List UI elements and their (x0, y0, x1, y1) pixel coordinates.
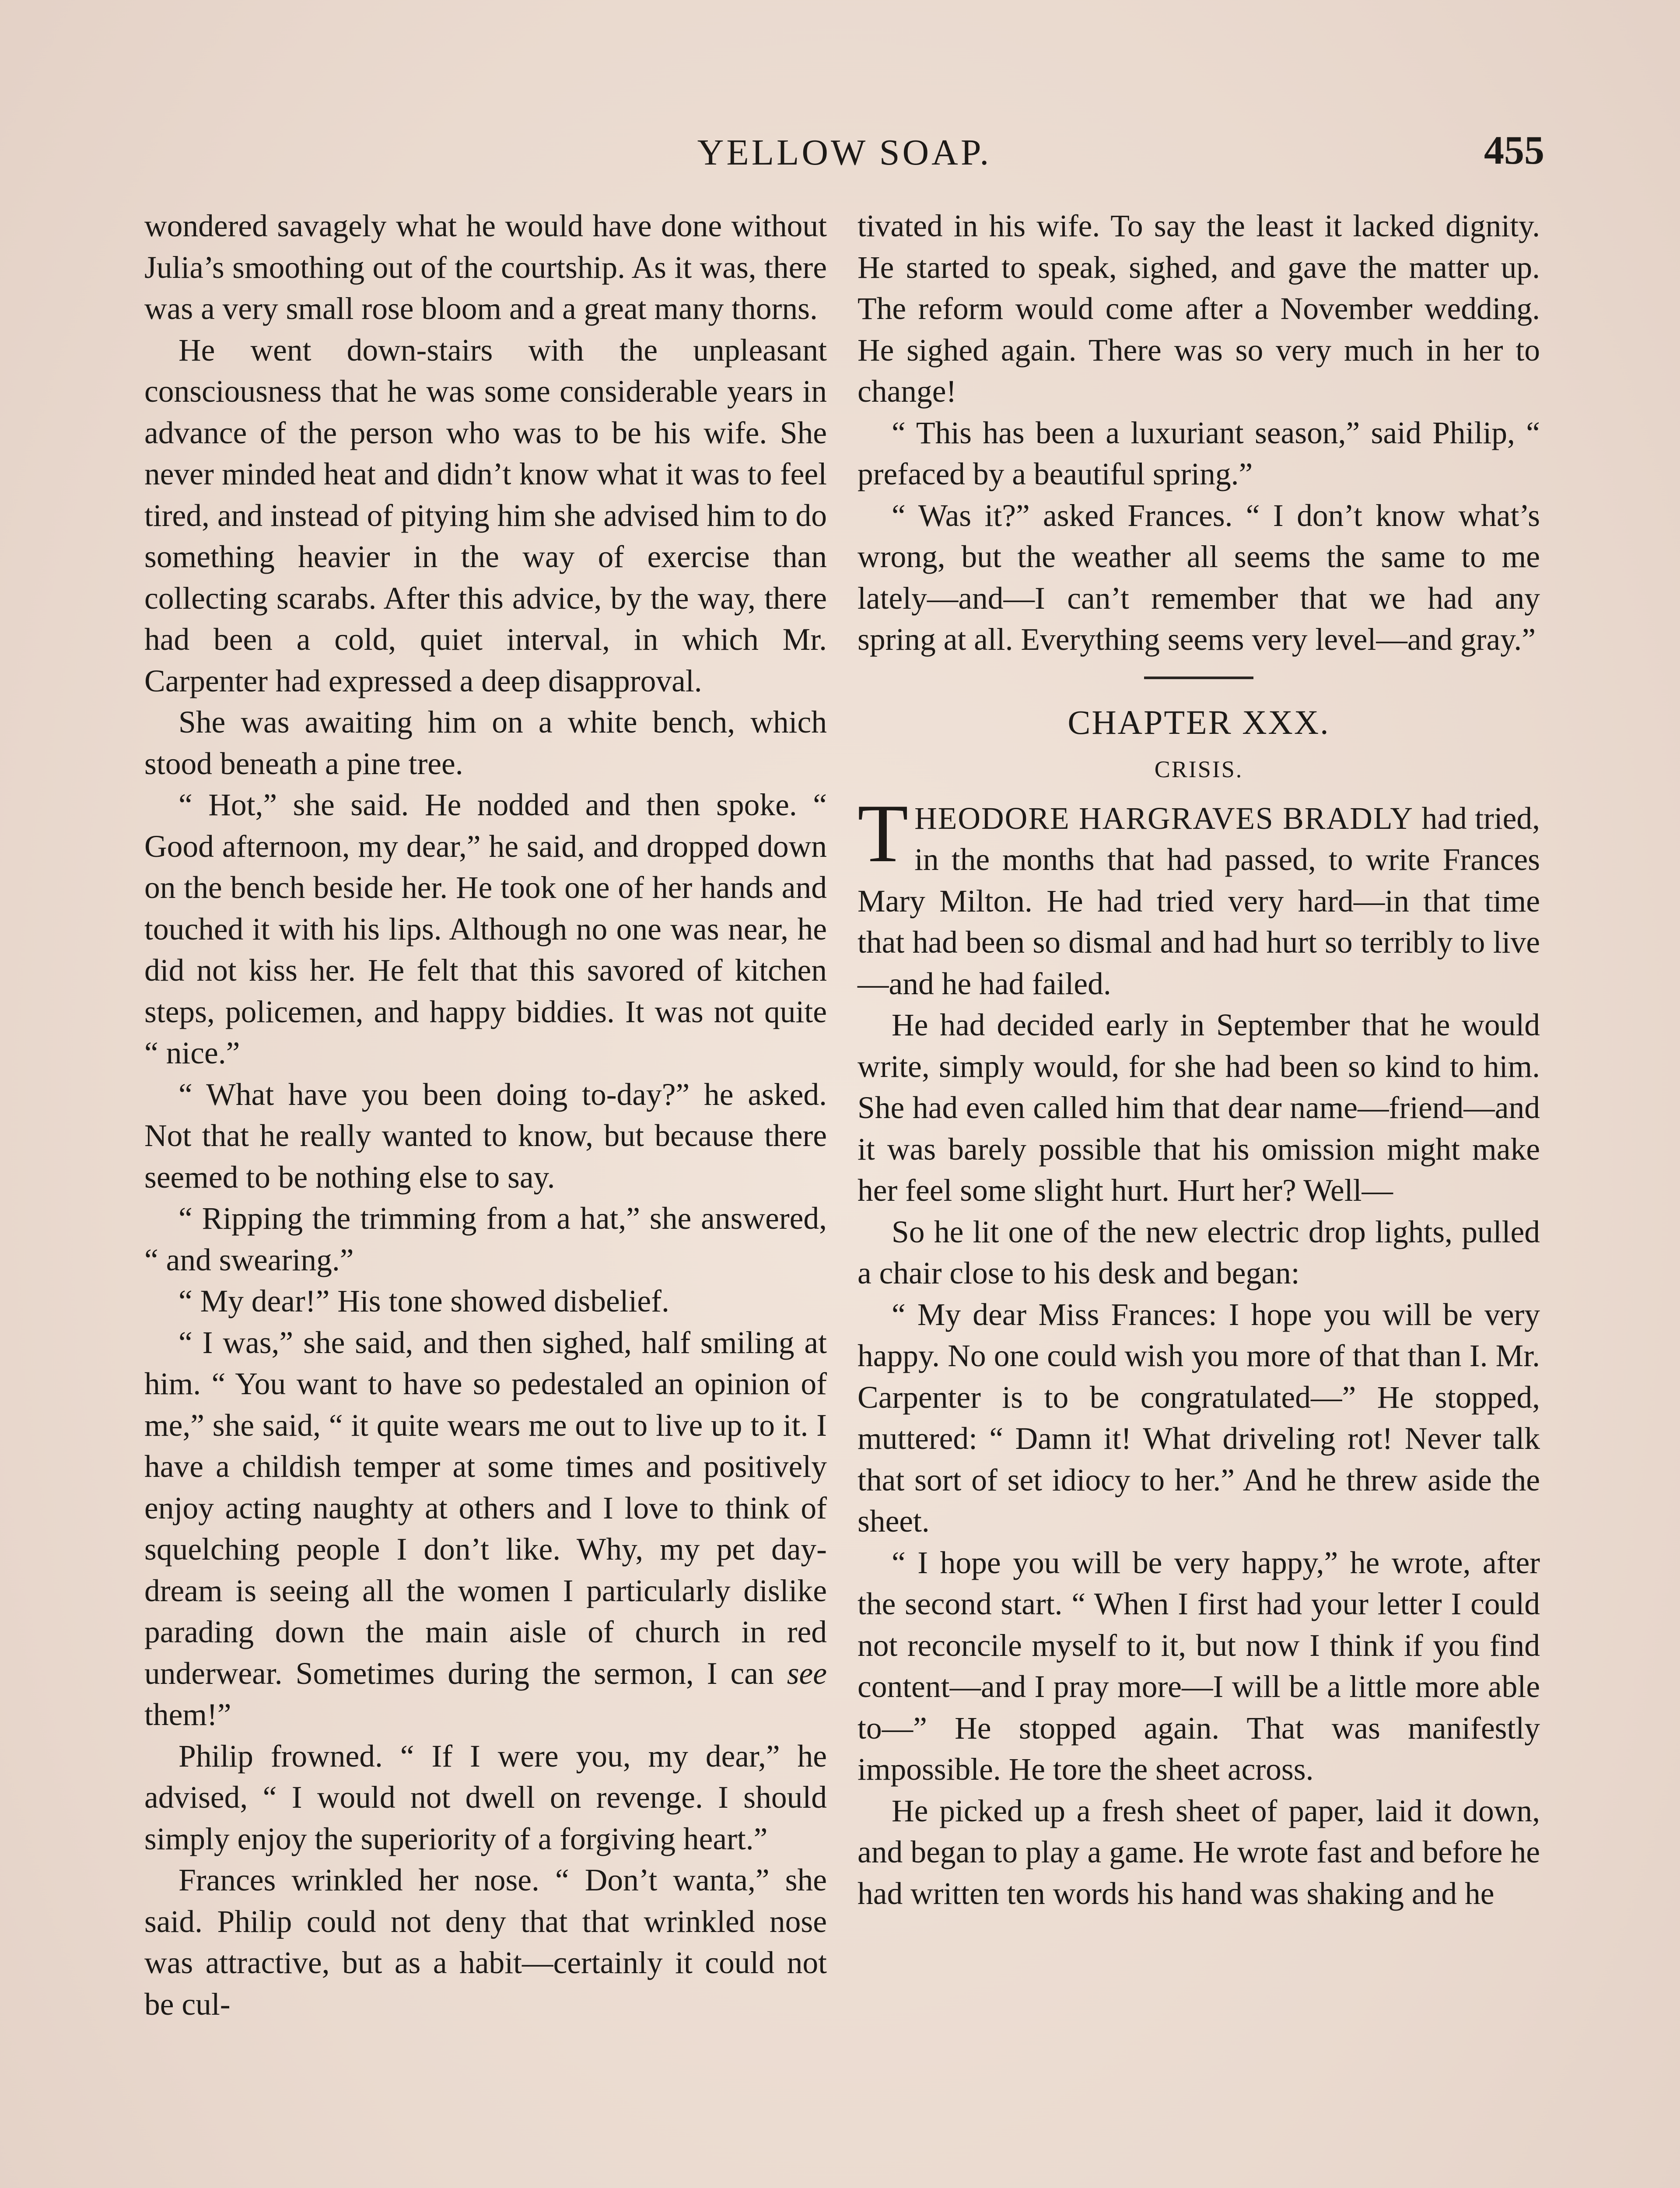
paragraph: “ Ripping the trimming from a hat,” she answered, “ and swearing.” (144, 1201, 827, 1277)
left-column (144, 206, 827, 2025)
paragraph: She was awaiting him on a white bench, which stood beneath a pine tree. (144, 705, 827, 781)
opening-caps: HEODORE HARGRAVES BRADLY (914, 801, 1414, 836)
opening-text: had tried, in the months that had passed, to write Frances Mary Milton. He had tried very hard—in that time that had been so dismal and had hurt so terribly to live—and he had failed. (858, 801, 1540, 1001)
paragraph: wondered savagely what he would have done without Julia’s smoothing out of the courtship. As it was, there was a very small rose bloom and a great many thorns. (144, 209, 827, 326)
paragraph (144, 1322, 827, 1736)
drop-cap: T (858, 787, 909, 880)
paragraph: Philip frowned. “ If I were you, my dear,” he advised, “ I would not dwell on revenge. I should simply enjoy the superiority of a forgiving heart.” (144, 1739, 827, 1856)
paragraph: “ I hope you will be very happy,” he wrote, after the second start. “ When I first had your letter I could not reconcile myself to it, but now I think if you find content—and I pray more—I will be a little more able to—” He stopped again. That was manifestly impossible. He tore the sheet across. (858, 1545, 1540, 1787)
right-column (858, 206, 1540, 1914)
paragraph: “ Hot,” she said. He nodded and then spoke. “ Good afternoon, my dear,” he said, and dropped down on the bench beside her. He took one of her hands and touched it with his lips. Although no one was near, he did not kiss her. He felt that this savored of kitchen steps, policemen, and happy biddies. It was not quite “ nice.” (144, 788, 827, 1070)
paragraph: Frances wrinkled her nose. “ Don’t wanta,” she said. Philip could not deny that that wrinkled nose was attractive, but as a habit—certainly it could not be cul- (144, 1863, 827, 2022)
page-number: 455 (1484, 128, 1544, 172)
paragraph: “ My dear!” His tone showed disbelief. (178, 1284, 669, 1318)
paragraph: So he lit one of the new electric drop lights, pulled a chair close to his desk and began: (858, 1214, 1540, 1290)
paragraph: He went down-stairs with the unpleasant consciousness that he was some considerable years in advance of the person who was to be his wife. She never minded heat and didn’t know what it was to feel tired, and instead of pitying him she advised him to do something heavier in the way of exercise than collecting scarabs. After this advice, by the way, there had been a cold, quiet interval, in which Mr. Carpenter had expressed a deep disapproval. (144, 333, 827, 698)
paragraph: He picked up a fresh sheet of paper, laid it down, and began to play a game. He wrote fast and before he had written ten words his hand was shaking and he (858, 1793, 1540, 1911)
paragraph-text-end: them!” (144, 1697, 231, 1732)
paragraph: tivated in his wife. To say the least it lacked dignity. He started to speak, sighed, and gave the matter up. The reform would come after a November wedding. He sighed again. There was so very much in her to change! (858, 209, 1540, 409)
chapter-subtitle: CRISIS. (1154, 756, 1243, 782)
emphasis-text: see (787, 1656, 827, 1691)
paragraph: “ What have you been doing to-day?” he asked. Not that he really wanted to know, but because there seemed to be nothing else to say. (144, 1077, 827, 1195)
paragraph: He had decided early in September that he would write, simply would, for she had been so kind to him. She had even called him that dear name—friend—and it was barely possible that his omission might make her feel some slight hurt. Hurt her? Well— (858, 1008, 1540, 1208)
chapter-heading: CHAPTER XXX. (1068, 703, 1330, 741)
section-divider (1144, 677, 1253, 679)
paragraph: “ Was it?” asked Frances. “ I don’t know what’s wrong, but the weather all seems the same to me lately—and—I can’t remember that we had any spring at all. Everything seems very level—and gray.” (858, 498, 1540, 657)
running-head (144, 127, 1544, 179)
paragraph: “ This has been a luxuriant season,” said Philip, “ prefaced by a beautiful spring.” (858, 415, 1540, 491)
paragraph: “ My dear Miss Frances: I hope you will be very happy. No one could wish you more of that than I. Mr. Carpenter is to be congratulated—” He stopped, muttered: “ Damn it! What driveling rot! Never talk that sort of set idiocy to her.” And he threw aside the sheet. (858, 1297, 1540, 1539)
paragraph-text: “ I was,” she said, and then sighed, half smiling at him. “ You want to have so pedestaled an opinion of me,” she said, “ it quite wears me out to live up to it. I have a childish temper at some times and positively enjoy acting naughty at others and I love to think of squelching people I don’t like. Why, my pet day-dream is seeing all the women I particularly dislike parading down the main aisle of church in red underwear. Sometimes during the sermon, I can (144, 1325, 827, 1691)
running-title: YELLOW SOAP. (697, 132, 992, 173)
chapter-opening-paragraph (858, 787, 1540, 1005)
